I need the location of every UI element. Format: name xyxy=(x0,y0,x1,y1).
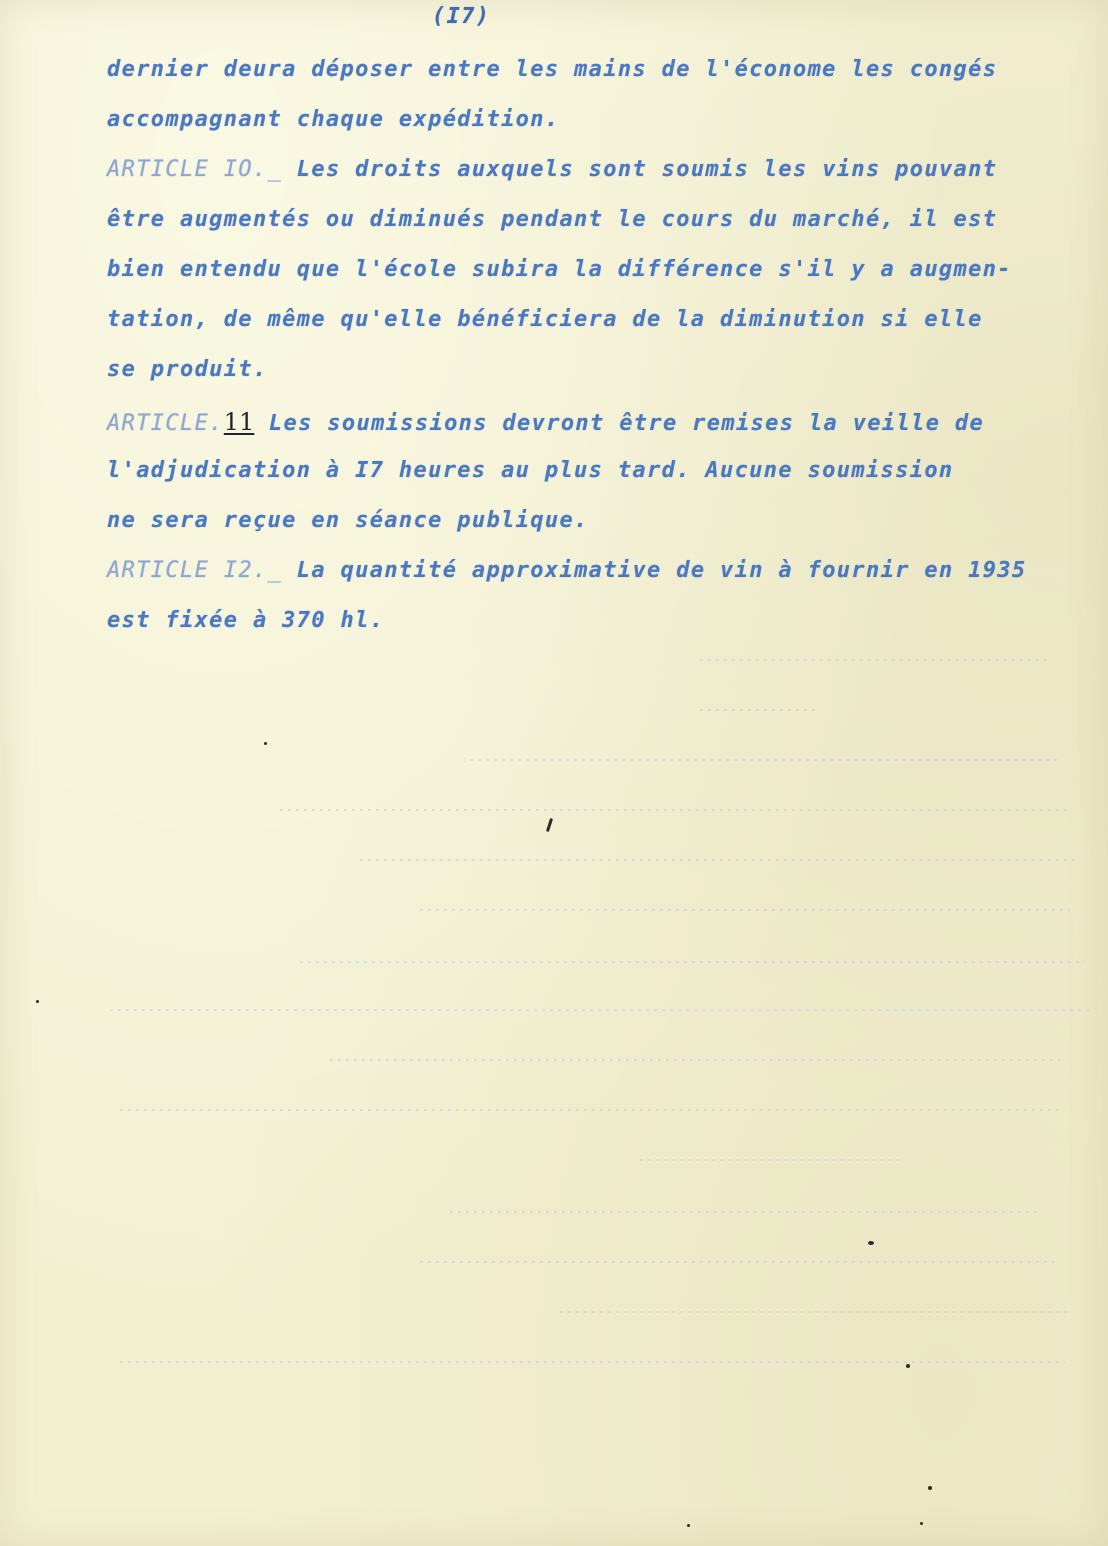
ink-speck xyxy=(928,1486,932,1490)
article-11-handwritten-number: 11 xyxy=(223,408,255,436)
ink-speck xyxy=(546,818,553,832)
ink-speck xyxy=(868,1241,874,1245)
article-10-paragraph xyxy=(107,157,997,182)
text-line-4: être augmentés ou diminués pendant le cours du marché, il est xyxy=(107,207,998,232)
text-line-2: accompagnant chaque expédition. xyxy=(107,107,560,132)
page-number: (I7) xyxy=(432,4,491,29)
article-12-paragraph xyxy=(107,558,1027,583)
text-line-10: ne sera reçue en séance publique. xyxy=(107,508,589,533)
text-line-12: est fixée à 370 hl. xyxy=(107,608,385,633)
ink-speck xyxy=(687,1524,690,1527)
article-11-label: ARTICLE. xyxy=(107,411,224,436)
text-line-7: se produit. xyxy=(107,357,268,382)
ink-speck xyxy=(920,1522,923,1525)
text-line-3: Les droits auxquels sont soumis les vins pouvant xyxy=(296,157,998,182)
text-line-6: tation, de même qu'elle bénéficiera de la diminution si elle xyxy=(107,307,983,332)
text-line-11: La quantité approximative de vin à fournir en 1935 xyxy=(296,558,1027,583)
text-line-1: dernier deura déposer entre les mains de l'économe les congés xyxy=(107,57,998,82)
article-12-label: ARTICLE I2._ xyxy=(107,558,283,583)
text-line-8: Les soumissions devront être remises la veille de xyxy=(268,411,985,436)
ink-speck xyxy=(36,1000,39,1003)
ink-speck xyxy=(906,1364,910,1368)
ink-speck xyxy=(264,742,267,745)
article-11-paragraph xyxy=(107,408,984,436)
text-line-5: bien entendu que l'école subira la différence s'il y a augmen- xyxy=(107,257,1012,282)
text-line-9: l'adjudication à I7 heures au plus tard. Aucune soumission xyxy=(107,458,954,483)
article-10-label: ARTICLE IO._ xyxy=(107,157,283,182)
